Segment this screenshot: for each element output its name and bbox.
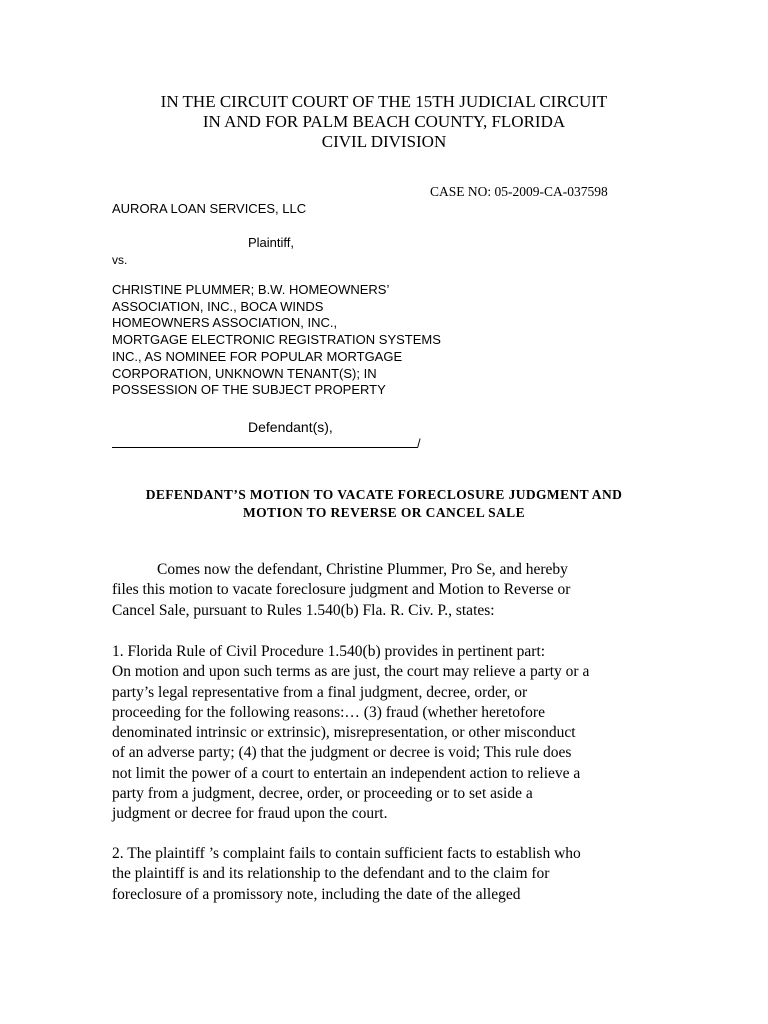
paragraph-line: not limit the power of a court to entertain an independent action to relieve a <box>112 764 581 782</box>
paragraph-line: party from a judgment, decree, order, or proceeding or to set aside a <box>112 785 533 803</box>
court-header-line-1: IN THE CIRCUIT COURT OF THE 15TH JUDICIAL CIRCUIT <box>160 92 608 111</box>
plaintiff-role: Plaintiff, <box>248 235 295 250</box>
defendant-line: MORTGAGE ELECTRONIC REGISTRATION SYSTEMS <box>112 332 441 348</box>
paragraph-line: denominated intrinsic or extrinsic), misrepresentation, or other misconduct <box>112 724 576 742</box>
motion-title <box>0 486 768 522</box>
paragraph-line: party’s legal representative from a final judgment, decree, order, or <box>112 683 528 701</box>
paragraph-line: of an adverse party; (4) that the judgment or decree is void; This rule does <box>112 744 572 762</box>
defendant-line: INC., AS NOMINEE FOR POPULAR MORTGAGE <box>112 348 403 364</box>
intro-paragraph <box>112 560 672 621</box>
plaintiff-name: AURORA LOAN SERVICES, LLC <box>112 201 307 216</box>
intro-line: Cancel Sale, pursuant to Rules 1.540(b) Fla. R. Civ. P., states: <box>112 601 495 619</box>
case-number: CASE NO: 05-2009-CA-037598 <box>430 184 608 199</box>
court-header-line-3: CIVIL DIVISION <box>321 132 447 151</box>
intro-line: files this motion to vacate foreclosure judgment and Motion to Reverse or <box>112 581 571 599</box>
motion-title-line-2: MOTION TO REVERSE OR CANCEL SALE <box>243 505 525 520</box>
defendant-line: POSSESSION OF THE SUBJECT PROPERTY <box>112 382 386 398</box>
caption-slash: / <box>417 436 421 451</box>
paragraph-1 <box>112 642 672 825</box>
paragraph-line: foreclosure of a promissory note, including the date of the alleged <box>112 885 521 903</box>
paragraph-line: On motion and upon such terms as are just, the court may relieve a party or a <box>112 663 590 681</box>
court-header <box>0 92 768 152</box>
paragraph-line: proceeding for the following reasons:… (3) fraud (whether heretofore <box>112 703 545 721</box>
defendant-line: ASSOCIATION, INC., BOCA WINDS <box>112 298 324 314</box>
intro-line: Comes now the defendant, Christine Plummer, Pro Se, and hereby <box>157 561 568 578</box>
paragraph-2 <box>112 844 672 905</box>
defendants-block <box>112 282 441 399</box>
caption-underline <box>112 435 417 448</box>
paragraph-line: the plaintiff is and its relationship to the defendant and to the claim for <box>112 865 550 883</box>
court-header-line-2: IN AND FOR PALM BEACH COUNTY, FLORIDA <box>202 112 566 131</box>
paragraph-line: 2. The plaintiff ’s complaint fails to contain sufficient facts to establish who <box>112 845 581 862</box>
motion-title-line-1: DEFENDANT’S MOTION TO VACATE FORECLOSURE JUDGMENT AND <box>145 487 623 502</box>
defendant-line: HOMEOWNERS ASSOCIATION, INC., <box>112 315 338 331</box>
paragraph-line: 1. Florida Rule of Civil Procedure 1.540(b) provides in pertinent part: <box>112 643 546 660</box>
defendant-line: CORPORATION, UNKNOWN TENANT(S); IN <box>112 365 377 381</box>
defendant-line: CHRISTINE PLUMMER; B.W. HOMEOWNERS’ <box>112 282 390 297</box>
defendant-role: Defendant(s), <box>248 419 333 435</box>
versus-label: vs. <box>112 253 128 267</box>
paragraph-line: judgment or decree for fraud upon the court. <box>112 805 388 823</box>
caption-rule <box>112 435 421 451</box>
